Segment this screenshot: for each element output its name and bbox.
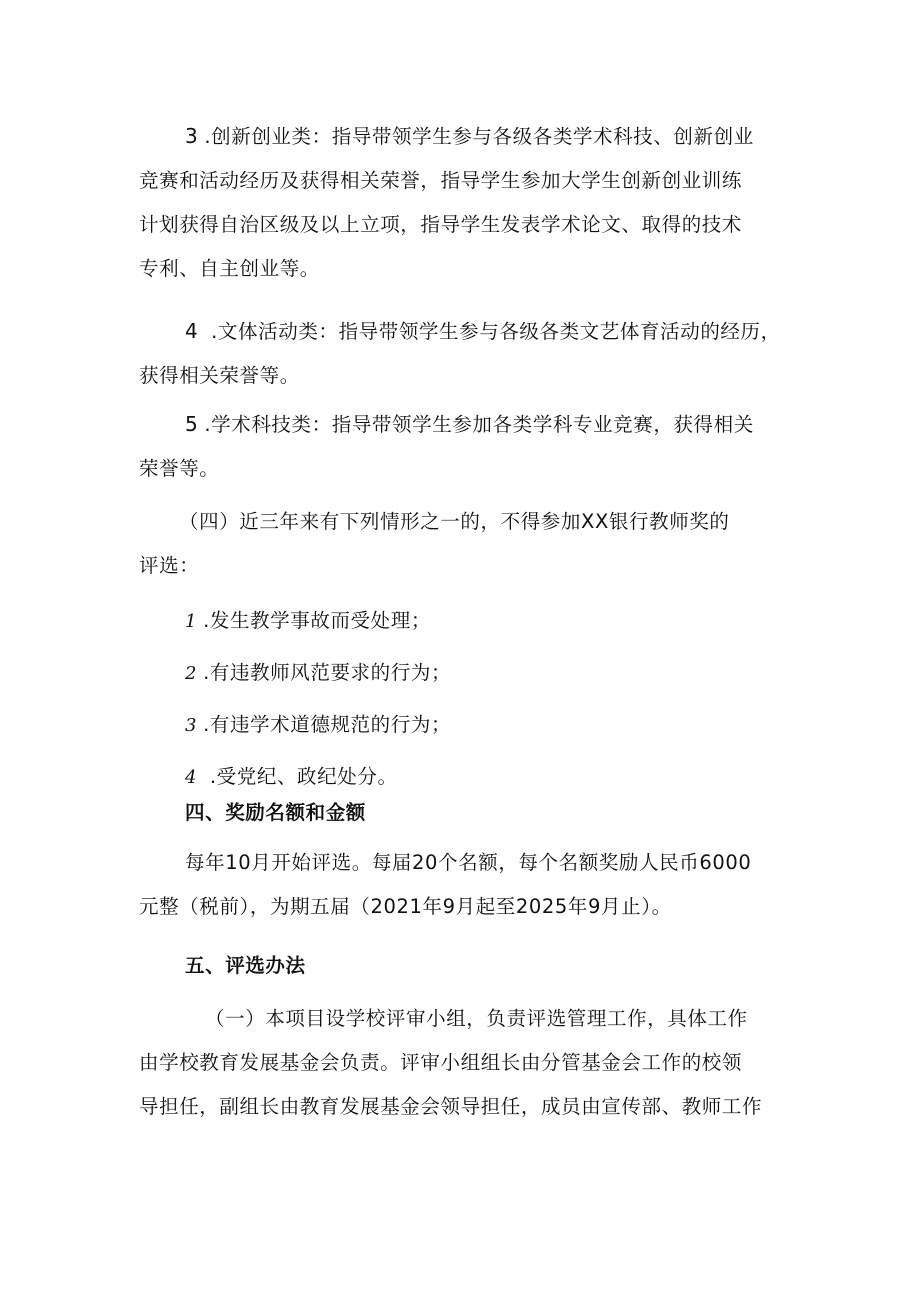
paragraph-line: 元整（税前），为期五届（2021年9月起至2025年9月止）。	[139, 895, 672, 918]
item-number: 4	[185, 319, 199, 343]
item-number: 4	[185, 767, 198, 788]
paragraph-line: 竞赛和活动经历及获得相关荣誉，指导学生参加大学生创新创业训练	[139, 169, 743, 192]
exclusion-list	[139, 599, 791, 800]
paragraph-line: 荣誉等。	[139, 457, 220, 480]
paragraph-academic-tech	[139, 402, 791, 491]
paragraph-line: .创新创业类：指导带领学生参与各级各类学术科技、创新创业	[204, 125, 754, 148]
item-number: 5	[185, 412, 199, 436]
paragraph-line: .文体活动类：指导带领学生参与各级各类文艺体育活动的经历，	[204, 320, 781, 343]
paragraph-line: 获得相关荣誉等。	[139, 364, 300, 387]
paragraph-culture-sports	[139, 309, 791, 398]
paragraph-line: 计划获得自治区级及以上立项，指导学生发表学术论文、取得的技术	[139, 213, 743, 236]
list-item: 3 .有违学术道德规范的行为；	[185, 713, 452, 736]
paragraph-innovation	[139, 114, 791, 291]
paragraph-line: 评选：	[139, 554, 200, 577]
paragraph-line: 由学校教育发展基金会负责。评审小组组长由分管基金会工作的校领	[139, 1051, 743, 1074]
item-number: 3	[185, 715, 198, 736]
paragraph-line: .学术科技类：指导带领学生参加各类学科专业竞赛，获得相关	[204, 413, 754, 436]
paragraph-awards	[139, 841, 791, 929]
paragraph-line: 专利、自主创业等。	[139, 257, 320, 280]
paragraph-line: （一）本项目设学校评审小组，负责评选管理工作，具体工作	[205, 1007, 748, 1030]
paragraph-line: 每年10月开始评选。每届20个名额，每个名额奖励人民币6000	[185, 851, 752, 874]
paragraph-exclusions	[139, 500, 791, 588]
paragraph-review-group	[139, 997, 791, 1129]
item-number: 2	[185, 663, 198, 684]
paragraph-line: （四）近三年来有下列情形之一的，不得参加XX银行教师奖的	[179, 510, 730, 533]
list-item: 4 .受党纪、政纪处分。	[185, 765, 398, 788]
item-number: 1	[185, 611, 198, 632]
section-heading-method: 五、评选办法	[185, 954, 306, 977]
paragraph-line: 导担任，副组长由教育发展基金会领导担任，成员由宣传部、教师工作	[139, 1095, 763, 1118]
section-heading-awards: 四、奖励名额和金额	[185, 801, 366, 824]
item-number: 3	[185, 124, 199, 148]
list-item: 1 .发生教学事故而受处理；	[185, 609, 431, 632]
list-item: 2 .有违教师风范要求的行为；	[185, 661, 452, 684]
